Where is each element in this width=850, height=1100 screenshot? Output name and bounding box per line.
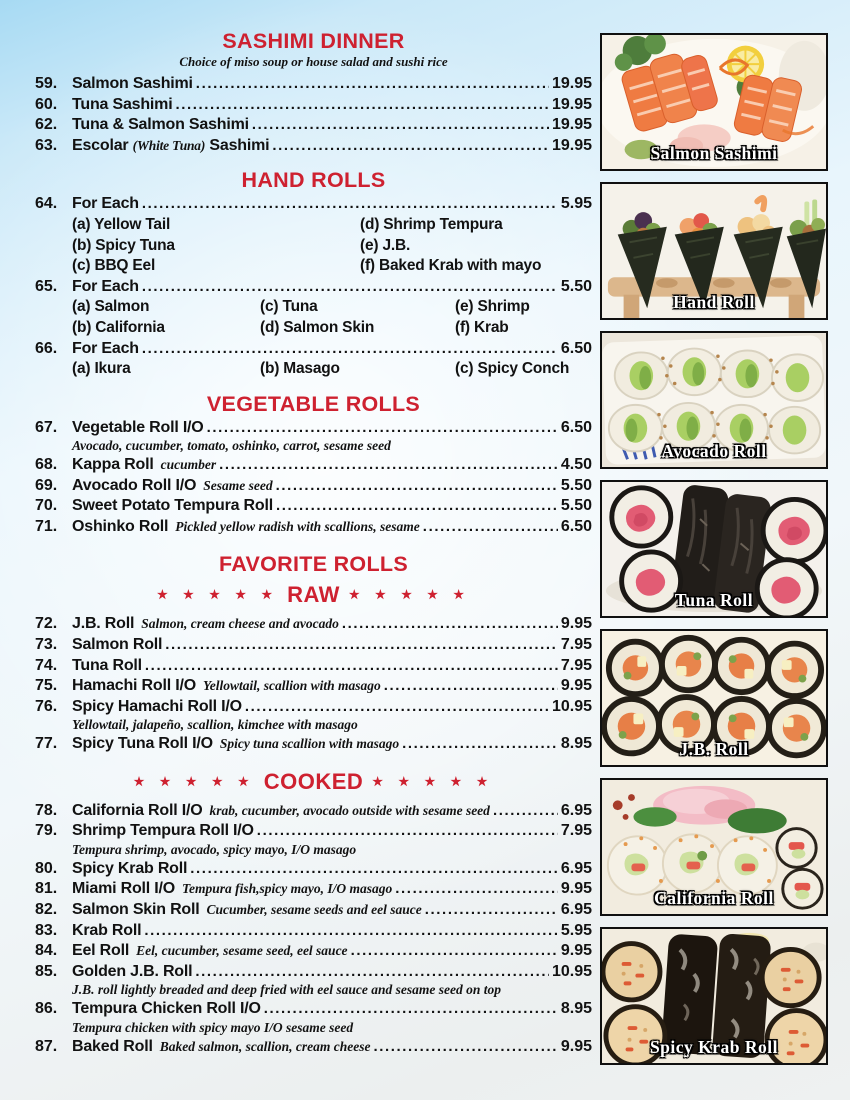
item-number: 69. <box>35 476 58 494</box>
item-options <box>72 297 592 338</box>
item-name: Baked Roll <box>72 1037 153 1055</box>
item-price: 4.50 <box>560 456 592 474</box>
item-name: For Each <box>72 339 139 357</box>
dotted-leader <box>351 941 558 962</box>
item-description-inline: Tempura fish,spicy mayo, I/O masago <box>182 881 393 897</box>
item-description-inline: Yellowtail, scallion with masago <box>202 678 381 694</box>
menu-item-row <box>35 614 592 635</box>
stars-right: ★ ★ ★ ★ ★ <box>348 587 471 602</box>
photo-caption: Salmon Sashimi <box>650 143 778 163</box>
item-description-inline: Pickled yellow radish with scallions, sesame <box>175 518 420 534</box>
item-name: Hamachi Roll I/O <box>72 677 196 695</box>
menu-section <box>35 768 592 1057</box>
section-rows <box>35 194 592 379</box>
menu-item-row <box>35 697 592 718</box>
item-options <box>72 215 592 277</box>
item-name: Tempura Chicken Roll I/O <box>72 1000 261 1018</box>
dotted-leader <box>342 614 558 635</box>
item-name: Spicy Tuna Roll I/O <box>72 735 213 753</box>
item-description-inline: Eel, cucumber, sesame seed, eel sauce <box>136 943 348 959</box>
dotted-leader <box>257 821 558 842</box>
dotted-leader <box>207 418 558 439</box>
dotted-leader <box>264 999 558 1020</box>
dotted-leader <box>142 339 558 360</box>
item-name-segment: Escolar <box>72 136 133 154</box>
menu-item-row <box>35 1037 592 1058</box>
dotted-leader <box>423 517 558 538</box>
item-price: 6.50 <box>560 517 592 535</box>
item-number: 80. <box>35 859 58 877</box>
photo-caption: California Roll <box>654 888 774 908</box>
item-name: J.B. Roll <box>72 615 135 633</box>
item-option: (b) California <box>72 318 165 336</box>
item-number: 75. <box>35 677 58 695</box>
item-option: (e) J.B. <box>360 236 411 254</box>
item-price: 6.95 <box>560 859 592 877</box>
section-subtitle: Choice of miso soup or house salad and sushi rice <box>179 54 448 69</box>
menu-item-row <box>35 999 592 1020</box>
dotted-leader <box>196 74 549 95</box>
dotted-leader <box>272 136 549 157</box>
item-number: 84. <box>35 942 58 960</box>
item-description-inline: Sesame seed <box>203 477 273 493</box>
item-name <box>72 136 269 157</box>
section-rows <box>35 418 592 538</box>
item-price: 7.95 <box>560 822 592 840</box>
item-price: 19.95 <box>551 136 592 154</box>
menu-section <box>35 169 592 379</box>
dish-photo-salmon-sashimi <box>600 33 828 171</box>
menu-section <box>35 553 592 576</box>
item-option: (f) Krab <box>455 318 509 336</box>
item-description-line: Tempura shrimp, avocado, spicy mayo, I/O masago <box>72 842 357 858</box>
item-name: Salmon Sashimi <box>72 75 193 92</box>
item-number: 60. <box>35 95 58 113</box>
dotted-leader <box>175 95 549 116</box>
item-number: 71. <box>35 517 58 535</box>
item-number: 65. <box>35 277 58 295</box>
item-number: 66. <box>35 339 58 357</box>
item-price: 9.95 <box>560 1037 592 1055</box>
photo-caption: Spicy Krab Roll <box>649 1037 779 1057</box>
menu-item-row <box>35 476 592 497</box>
item-description-inline: Cucumber, sesame seeds and eel sauce <box>206 902 422 918</box>
item-name: Oshinko Roll <box>72 517 169 535</box>
menu-section <box>35 30 592 156</box>
item-option: (b) Spicy Tuna <box>72 236 175 254</box>
menu-item-row <box>35 277 592 298</box>
item-name-segment: (White Tuna) <box>132 137 206 153</box>
dotted-leader <box>395 879 558 900</box>
menu-item-row <box>35 74 592 95</box>
item-name: For Each <box>72 195 139 213</box>
dotted-leader <box>219 455 558 476</box>
item-name: Tuna Sashimi <box>72 95 173 113</box>
item-name: Shrimp Tempura Roll I/O <box>72 822 254 840</box>
menu-item-row <box>35 339 592 360</box>
menu-item-row <box>35 734 592 755</box>
starline-label: COOKED <box>263 768 364 794</box>
item-price: 7.95 <box>560 656 592 674</box>
item-number: 87. <box>35 1037 58 1055</box>
item-price: 8.95 <box>560 735 592 753</box>
item-name: California Roll I/O <box>72 801 203 819</box>
item-option: (b) Masago <box>260 360 340 378</box>
item-name: Spicy Krab Roll <box>72 859 188 877</box>
item-option: (a) Salmon <box>72 298 150 316</box>
item-option: (c) BBQ Eel <box>72 257 156 275</box>
item-option: (a) Yellow Tail <box>72 215 171 233</box>
item-price: 8.95 <box>560 1000 592 1018</box>
item-price: 9.95 <box>560 677 592 695</box>
item-number: 73. <box>35 636 58 654</box>
item-price: 19.95 <box>551 116 592 134</box>
item-price: 7.95 <box>560 636 592 654</box>
item-name: Salmon Roll <box>72 636 163 654</box>
photo-caption: Tuna Roll <box>674 590 754 610</box>
item-price: 10.95 <box>551 962 592 980</box>
item-name-segment: Sashimi <box>205 136 270 154</box>
item-price: 5.50 <box>560 277 592 295</box>
item-number: 72. <box>35 615 58 633</box>
item-price: 6.50 <box>560 418 592 436</box>
section-heading: FAVORITE ROLLS <box>219 552 408 577</box>
item-number: 86. <box>35 1000 58 1018</box>
item-option: (c) Tuna <box>260 298 318 316</box>
item-price: 19.95 <box>551 75 592 92</box>
menu-item-row <box>35 635 592 656</box>
item-option: (f) Baked Krab with mayo <box>360 257 542 275</box>
dotted-leader <box>276 496 558 517</box>
dotted-leader <box>145 656 558 677</box>
item-number: 64. <box>35 195 58 213</box>
menu-item-row <box>35 455 592 476</box>
item-price: 6.95 <box>560 901 592 919</box>
starline-heading <box>35 581 592 611</box>
item-number: 74. <box>35 656 58 674</box>
menu-item-row <box>35 859 592 880</box>
menu-item-row <box>35 517 592 538</box>
section-rows <box>35 74 592 156</box>
item-name: Miami Roll I/O <box>72 880 175 898</box>
menu-item-row <box>35 496 592 517</box>
item-name: Golden J.B. Roll <box>72 962 193 980</box>
stars-right: ★ ★ ★ ★ ★ <box>372 774 494 789</box>
dotted-leader <box>373 1037 557 1058</box>
menu-column <box>35 30 592 1057</box>
item-price: 5.95 <box>560 921 592 939</box>
menu-item-row <box>35 801 592 822</box>
item-number: 62. <box>35 116 58 134</box>
item-name: Krab Roll <box>72 921 142 939</box>
item-description-inline: Salmon, cream cheese and avocado <box>141 616 339 632</box>
item-number: 59. <box>35 75 58 92</box>
item-name: Vegetable Roll I/O <box>72 418 204 436</box>
item-price: 6.50 <box>560 339 592 357</box>
menu-item-row <box>35 962 592 983</box>
item-name: For Each <box>72 277 139 295</box>
section-rows <box>35 801 592 1057</box>
menu-item-row <box>35 941 592 962</box>
item-option: (d) Salmon Skin <box>260 318 375 336</box>
item-number: 79. <box>35 822 58 840</box>
item-number: 76. <box>35 697 58 715</box>
item-option: (d) Shrimp Tempura <box>360 215 503 233</box>
starline-heading <box>35 768 592 798</box>
photo-column <box>600 33 828 1065</box>
item-price: 9.95 <box>560 880 592 898</box>
item-price: 9.95 <box>560 942 592 960</box>
item-name: Tuna & Salmon Sashimi <box>72 116 249 134</box>
item-description-line: J.B. roll lightly breaded and deep fried with eel sauce and sesame seed on top <box>72 982 501 998</box>
menu-item-row <box>35 821 592 842</box>
dotted-leader <box>165 635 558 656</box>
item-name: Kappa Roll <box>72 456 154 474</box>
dotted-leader <box>276 476 558 497</box>
stars-left: ★ ★ ★ ★ ★ <box>133 774 255 789</box>
menu-item-row <box>35 418 592 439</box>
item-number: 78. <box>35 801 58 819</box>
dotted-leader <box>402 734 558 755</box>
menu-item-row <box>35 656 592 677</box>
section-heading: HAND ROLLS <box>241 168 386 193</box>
stars-left: ★ ★ ★ ★ ★ <box>156 587 279 602</box>
dotted-leader <box>384 676 558 697</box>
dish-photo-jb-roll <box>600 629 828 767</box>
photo-caption: Hand Roll <box>673 292 755 312</box>
item-name: Eel Roll <box>72 942 130 960</box>
menu-item-row <box>35 115 592 136</box>
item-option: (c) Spicy Conch <box>455 360 570 378</box>
item-description-inline: Spicy tuna scallion with masago <box>219 736 400 752</box>
dish-photo-california-roll <box>600 778 828 916</box>
menu-section <box>35 393 592 538</box>
menu-section <box>35 581 592 754</box>
section-heading: VEGETABLE ROLLS <box>206 391 421 416</box>
item-description-line: Tempura chicken with spicy mayo I/O sesame seed <box>72 1019 354 1035</box>
dotted-leader <box>425 900 558 921</box>
item-number: 85. <box>35 962 58 980</box>
item-number: 63. <box>35 136 58 154</box>
item-number: 68. <box>35 456 58 474</box>
dotted-leader <box>195 962 549 983</box>
item-name: Sweet Potato Tempura Roll <box>72 497 273 515</box>
item-number: 81. <box>35 880 58 898</box>
dish-photo-tuna-roll <box>600 480 828 618</box>
dotted-leader <box>142 194 558 215</box>
section-heading: SASHIMI DINNER <box>222 29 405 53</box>
item-description-line: Avocado, cucumber, tomato, oshinko, carrot, sesame seed <box>72 438 391 454</box>
item-price: 10.95 <box>551 697 592 715</box>
item-name: Avocado Roll I/O <box>72 476 197 494</box>
item-price: 5.50 <box>560 497 592 515</box>
menu-item-row <box>35 136 592 157</box>
menu-item-row <box>35 676 592 697</box>
menu-item-row <box>35 194 592 215</box>
item-name: Spicy Hamachi Roll I/O <box>72 697 242 715</box>
dotted-leader <box>144 921 558 942</box>
item-description-inline: krab, cucumber, avocado outside with sesame seed <box>209 802 490 818</box>
menu-item-row <box>35 921 592 942</box>
item-description-inline: cucumber <box>160 457 217 473</box>
item-number: 70. <box>35 497 58 515</box>
dish-photo-avocado-roll <box>600 331 828 469</box>
item-price: 19.95 <box>551 95 592 113</box>
item-option: (e) Shrimp <box>455 298 530 316</box>
photo-caption: Avocado Roll <box>661 441 767 461</box>
dish-photo-spicy-krab-roll <box>600 927 828 1065</box>
dotted-leader <box>493 801 558 822</box>
dotted-leader <box>245 697 549 718</box>
menu-item-row <box>35 879 592 900</box>
item-price: 5.50 <box>560 476 592 494</box>
dish-photo-hand-roll <box>600 182 828 320</box>
item-number: 82. <box>35 901 58 919</box>
item-number: 67. <box>35 418 58 436</box>
dotted-leader <box>190 859 558 880</box>
section-rows <box>35 614 592 754</box>
item-price: 5.95 <box>560 195 592 213</box>
dotted-leader <box>142 277 558 298</box>
dotted-leader <box>252 115 549 136</box>
item-option: (a) Ikura <box>72 360 131 378</box>
starline-label: RAW <box>287 582 340 608</box>
item-description-line: Yellowtail, jalapeño, scallion, kimchee with masago <box>72 717 358 733</box>
item-price: 9.95 <box>560 615 592 633</box>
item-price: 6.95 <box>560 801 592 819</box>
menu-item-row <box>35 900 592 921</box>
item-number: 77. <box>35 735 58 753</box>
item-name: Salmon Skin Roll <box>72 901 200 919</box>
item-options <box>72 359 592 380</box>
photo-caption: J.B. Roll <box>679 739 749 759</box>
item-name: Tuna Roll <box>72 656 142 674</box>
menu-item-row <box>35 95 592 116</box>
item-description-inline: Baked salmon, scallion, cream cheese <box>159 1038 371 1054</box>
item-number: 83. <box>35 921 58 939</box>
